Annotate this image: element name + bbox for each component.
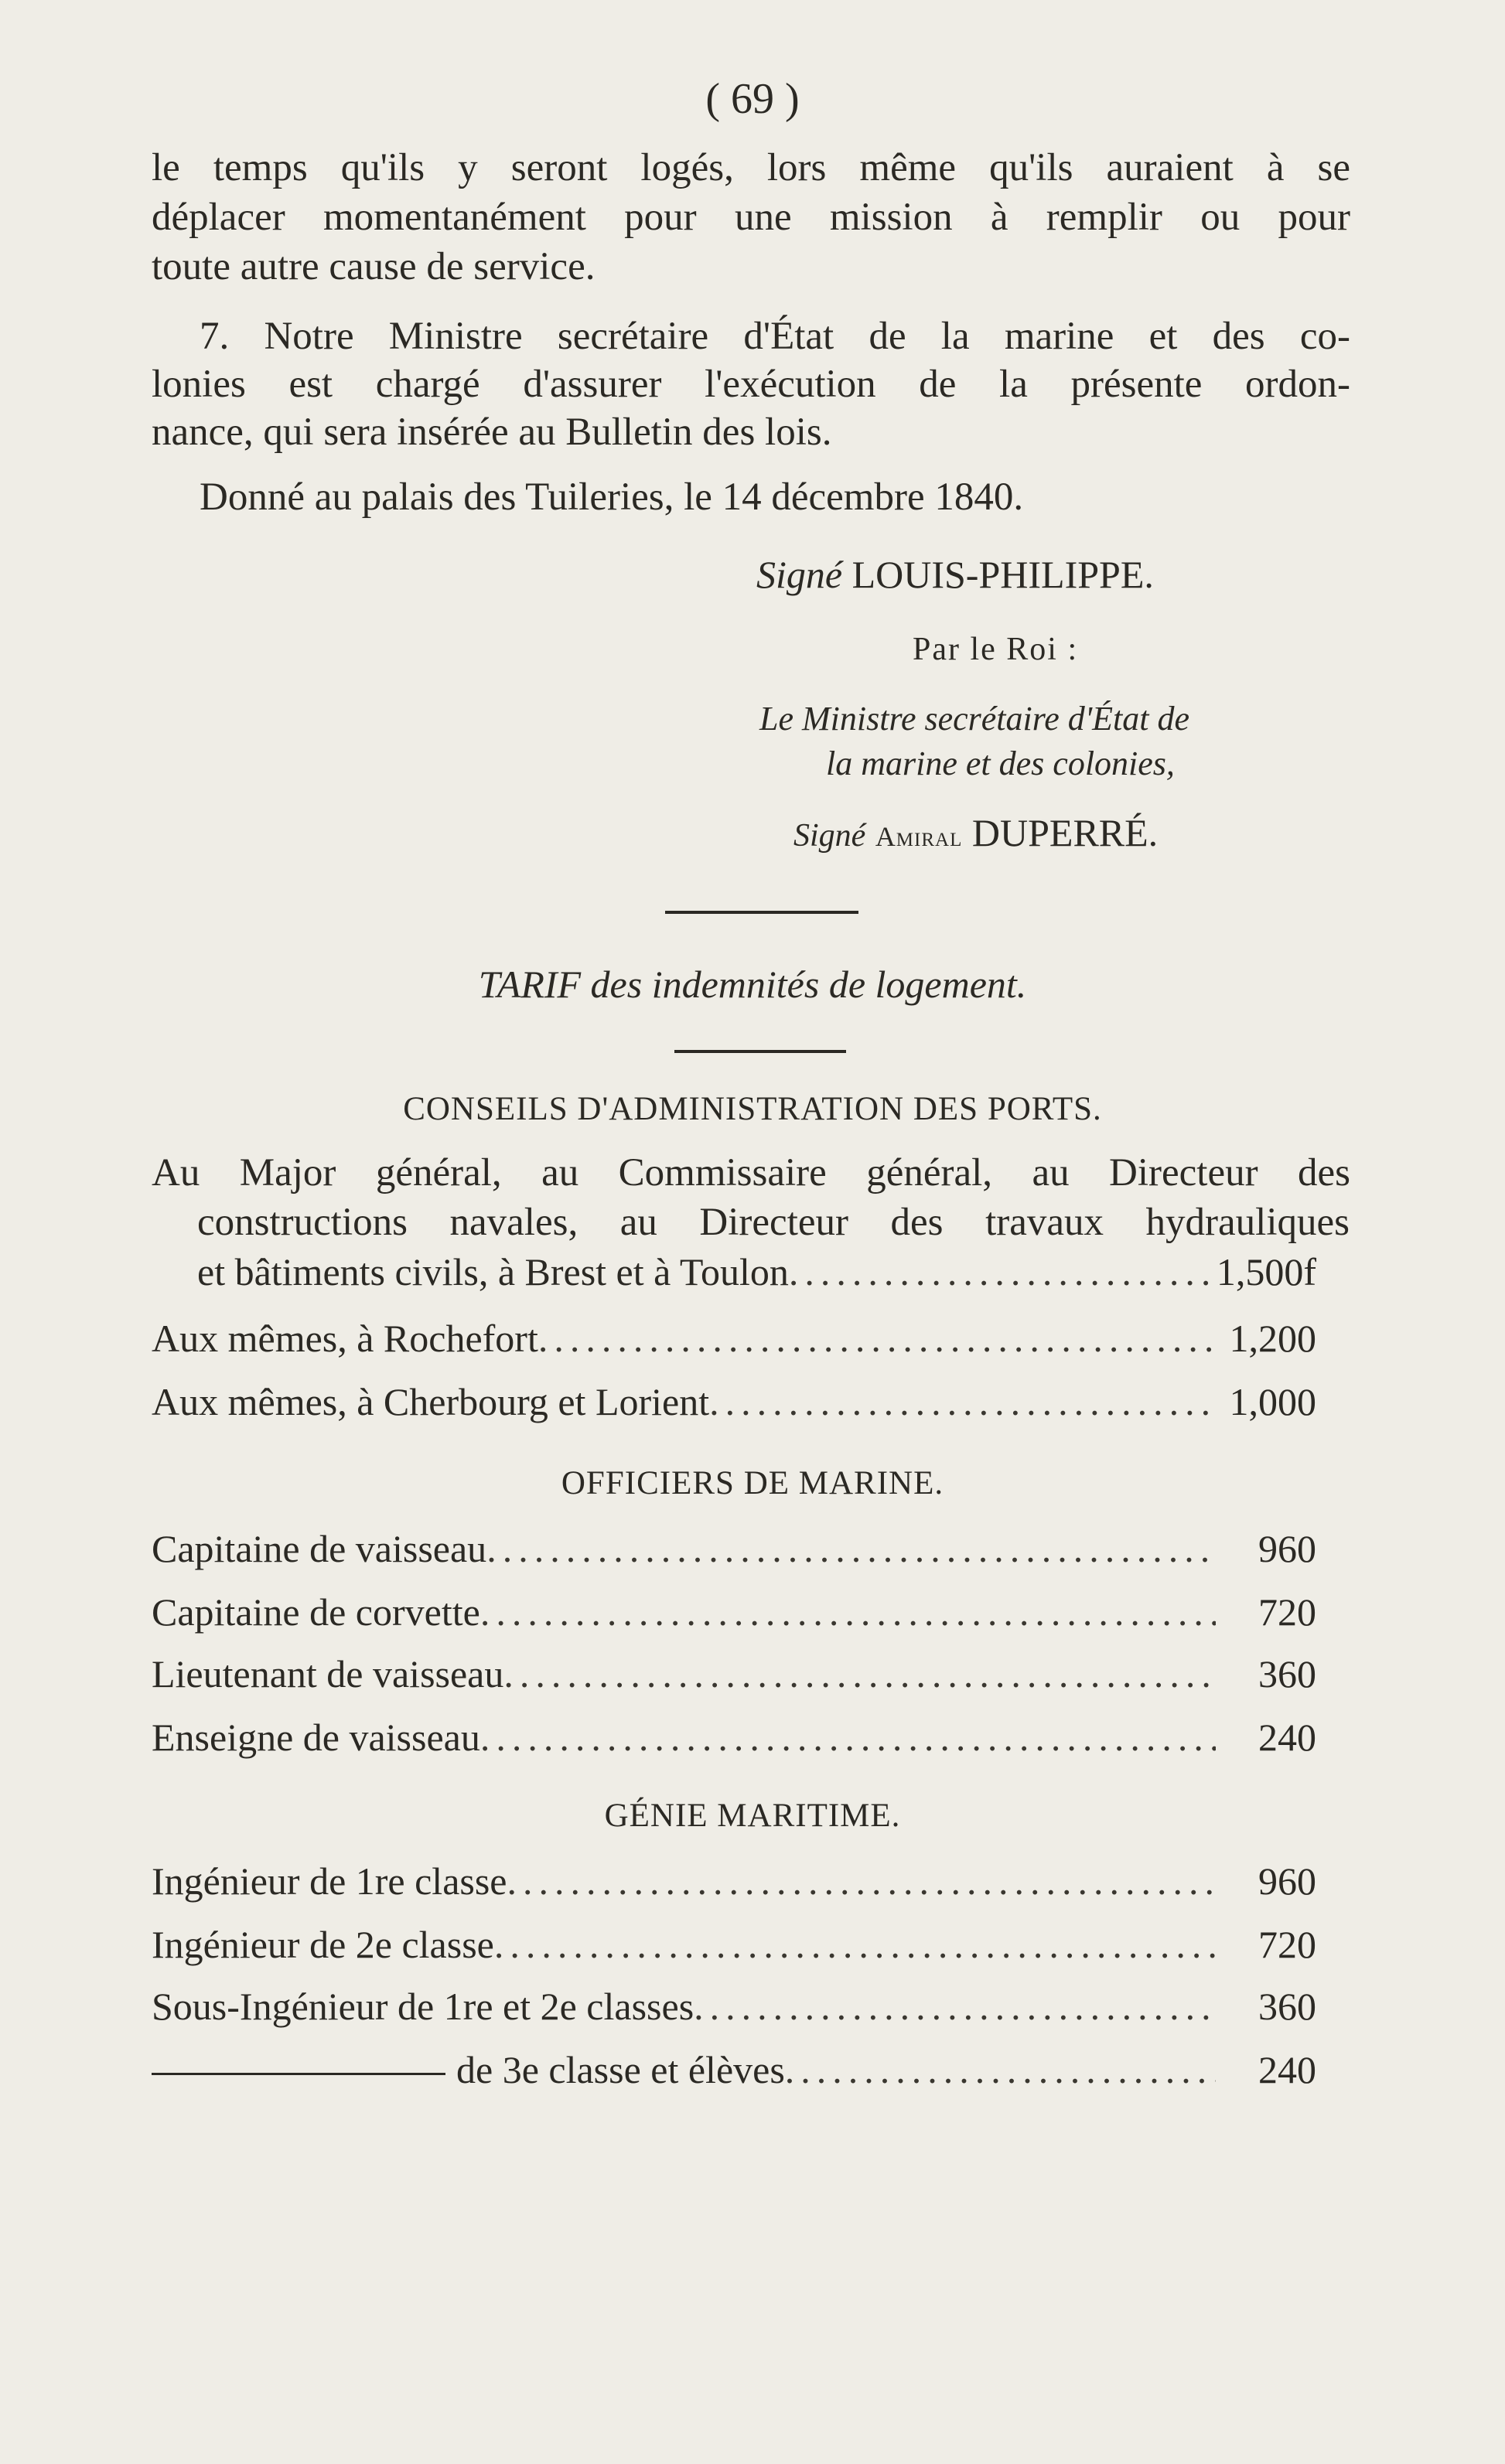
article-7-line: lonies est chargé d'assurer l'exécution de la présente ordon- xyxy=(152,363,1350,406)
tarif-row xyxy=(152,1525,1316,1573)
row-value: 1,000 xyxy=(1229,1380,1316,1423)
leader-dots xyxy=(785,2046,1216,2094)
row-label: de 3e classe et élèves xyxy=(152,2046,785,2094)
tarif-row xyxy=(152,1713,1316,1761)
row-label: Lieutenant de vaisseau xyxy=(152,1652,504,1695)
paragraph-line: déplacer momentanément pour une mission à remplir ou pour xyxy=(152,196,1350,239)
leader-dots xyxy=(480,1713,1216,1761)
section-heading: CONSEILS D'ADMINISTRATION DES PORTS. xyxy=(403,1091,1102,1127)
row-value: 720 xyxy=(1258,1590,1316,1634)
king-signature: Signé LOUIS-PHILIPPE. xyxy=(756,553,1154,596)
row-label: Sous-Ingénieur de 1re et 2e classes xyxy=(152,1985,694,2028)
tarif-row xyxy=(152,1588,1316,1636)
minister-signature: Signé Amiral DUPERRÉ. xyxy=(793,811,1159,854)
tarif-row xyxy=(152,1378,1316,1426)
tarif-row xyxy=(152,2046,1316,2094)
row-value: 240 xyxy=(1258,2048,1316,2091)
paragraph-line: Au Major général, au Commissaire général, au Directeur des xyxy=(152,1151,1350,1195)
paragraph-line: le temps qu'ils y seront logés, lors même qu'ils auraient à se xyxy=(152,146,1350,189)
par-le-roi: Par le Roi : xyxy=(913,632,1079,667)
leader-dots xyxy=(507,1857,1217,1905)
page-number: ( 69 ) xyxy=(705,75,800,123)
tarif-row xyxy=(197,1248,1316,1296)
minister-title-line: Le Ministre secrétaire d'État de xyxy=(759,700,1190,738)
row-value: 960 xyxy=(1258,1527,1316,1570)
row-label: Enseigne de vaisseau xyxy=(152,1716,480,1759)
row-value: 360 xyxy=(1258,1985,1316,2028)
tarif-row xyxy=(152,1982,1316,2030)
row-label: Ingénieur de 1re classe xyxy=(152,1859,507,1903)
paragraph-line: toute autre cause de service. xyxy=(152,245,596,288)
tarif-title: TARIF des indemnités de logement. xyxy=(478,963,1027,1006)
leader-dots xyxy=(789,1248,1216,1296)
separator-rule xyxy=(665,911,858,914)
section-heading: GÉNIE MARITIME. xyxy=(604,1798,901,1834)
leader-dots xyxy=(486,1525,1216,1573)
row-value: 1,200 xyxy=(1229,1317,1316,1360)
row-value: 960 xyxy=(1258,1859,1316,1903)
article-7-line: 7. Notre Ministre secrétaire d'État de la marine et des co- xyxy=(200,315,1350,358)
tarif-row xyxy=(152,1314,1316,1362)
row-value: 720 xyxy=(1258,1923,1316,1966)
leader-dots xyxy=(494,1920,1216,1968)
tarif-row xyxy=(152,1920,1316,1968)
article-7-line: nance, qui sera insérée au Bulletin des lois. xyxy=(152,411,832,454)
row-value: 240 xyxy=(1258,1716,1316,1759)
row-label: Capitaine de corvette xyxy=(152,1590,480,1634)
row-label: et bâtiments civils, à Brest et à Toulon xyxy=(197,1250,789,1293)
leader-dots xyxy=(694,1982,1216,2030)
tarif-row xyxy=(152,1857,1316,1905)
paragraph-line: constructions navales, au Directeur des travaux hydrauliques xyxy=(197,1201,1350,1244)
ditto-dash xyxy=(152,2073,445,2075)
row-value: 1,500f xyxy=(1216,1250,1316,1293)
separator-rule xyxy=(674,1050,846,1053)
row-label: Aux mêmes, à Rochefort xyxy=(152,1317,538,1360)
leader-dots xyxy=(709,1378,1216,1426)
leader-dots xyxy=(503,1650,1216,1698)
row-label: Aux mêmes, à Cherbourg et Lorient xyxy=(152,1380,710,1423)
given-date-line: Donné au palais des Tuileries, le 14 décembre 1840. xyxy=(200,475,1024,519)
row-value: 360 xyxy=(1258,1652,1316,1695)
minister-title-line: la marine et des colonies, xyxy=(826,745,1175,782)
row-label: Ingénieur de 2e classe xyxy=(152,1923,494,1966)
leader-dots xyxy=(538,1314,1216,1362)
section-heading: OFFICIERS DE MARINE. xyxy=(561,1465,944,1501)
row-label: Capitaine de vaisseau xyxy=(152,1527,487,1570)
tarif-row xyxy=(152,1650,1316,1698)
leader-dots xyxy=(480,1588,1216,1636)
